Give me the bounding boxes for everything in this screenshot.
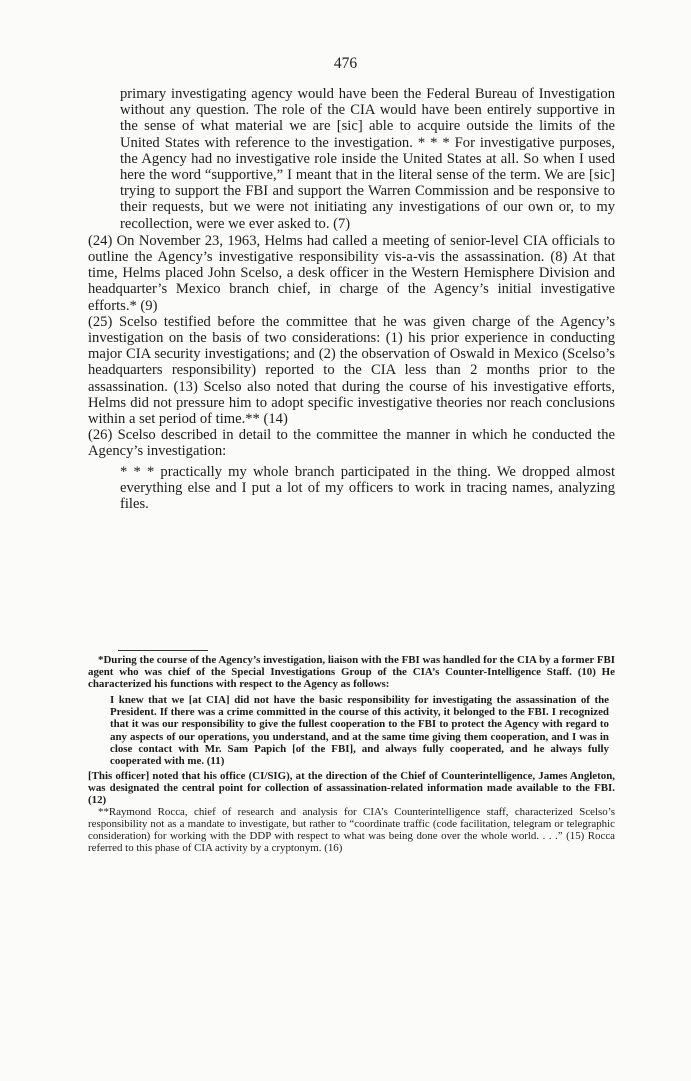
footnote-2: **Raymond Rocca, chief of research and analysis for CIA’s Counterintelligence staff, characterized Scelso’s responsibility not as a mandate to investigate, but rather to “coordinate traffic (code facilitation, telegram or telegraphic consideration) for working with the DDP with respect to what was being done over the whole world. . . .” (15) Rocca referred to this phase of CIA activity by a cryptonym. (16) bbox=[88, 806, 615, 855]
footnotes bbox=[88, 654, 615, 855]
block-quote: * * * practically my whole branch participated in the thing. We dropped almost everything else and I put a lot of my officers to work in tracing names, analyzing files. bbox=[120, 463, 615, 513]
paragraph-26: (26) Scelso described in detail to the committee the manner in which he conducted the Agency’s investigation: bbox=[88, 427, 615, 460]
footnote-1-quote: I knew that we [at CIA] did not have the basic responsibility for investigating the assassination of the President. If there was a crime committed in the course of this activity, it belonged to the FBI. I recognized that it was our responsibility to give the fullest cooperation to the FBI to protect the Agency with regard to any aspects of our operations, you understand, and at the same time giving them cooperation, and I was in close contact with Mr. Sam Papich [of the FBI], and always fully cooperated, and he always fully cooperated with me. (11) bbox=[110, 694, 609, 767]
paragraph-24: (24) On November 23, 1963, Helms had called a meeting of senior-level CIA officials to outline the Agency’s investigative responsibility vis-a-vis the assassination. (8) At that time, Helms placed John Scelso, a desk officer in the Western Hemisphere Division and headquarter’s Mexico branch chief, in charge of the Agency’s initial investigative efforts.* (9) bbox=[88, 232, 615, 314]
page-number: 476 bbox=[333, 55, 358, 72]
footnote-1-continuation: [This officer] noted that his office (CI/SIG), at the direction of the Chief of Counterintelligence, James Angleton, was designated the central point for collection of assassination-related information made available to the FBI. (12) bbox=[88, 769, 615, 807]
block-quote: primary investigating agency would have been the Federal Bureau of Investigation without any question. The role of the CIA would have been entirely supportive in the sense of what material we are [sic] able to acquire outside the limits of the United States with reference to the investigation. * * * For investigative purposes, the Agency had no investigative role inside the United States at all. So when I used here the word “supportive,” I meant that in the literal sense of the term. We are [sic] trying to support the FBI and support the Warren Commission and be responsive to their requests, but we were not initiating any investigations of our own or, to my recollection, were we ever asked to. (7) bbox=[120, 86, 615, 232]
footnote-1: *During the course of the Agency’s investigation, liaison with the FBI was handled for the CIA by a former FBI agent who was chief of the Special Investigations Group of the CIA’s Counter-Intelligence Staff. (10) He characterized his functions with respect to the Agency as follows: bbox=[88, 654, 615, 691]
footnote-divider bbox=[118, 650, 208, 651]
main-text bbox=[88, 86, 615, 512]
paragraph-25: (25) Scelso testified before the committee that he was given charge of the Agency’s investigation on the basis of two considerations: (1) his prior experience in conducting major CIA security investigations; and (2) the observation of Oswald in Mexico (Scelso’s headquarters responsibility) reported to the CIA less than 2 months prior to the assassination. (13) Scelso also noted that during the course of his investigative efforts, Helms did not pressure him to adopt specific investigative theories nor reach conclusions within a set period of time.** (14) bbox=[88, 313, 615, 428]
